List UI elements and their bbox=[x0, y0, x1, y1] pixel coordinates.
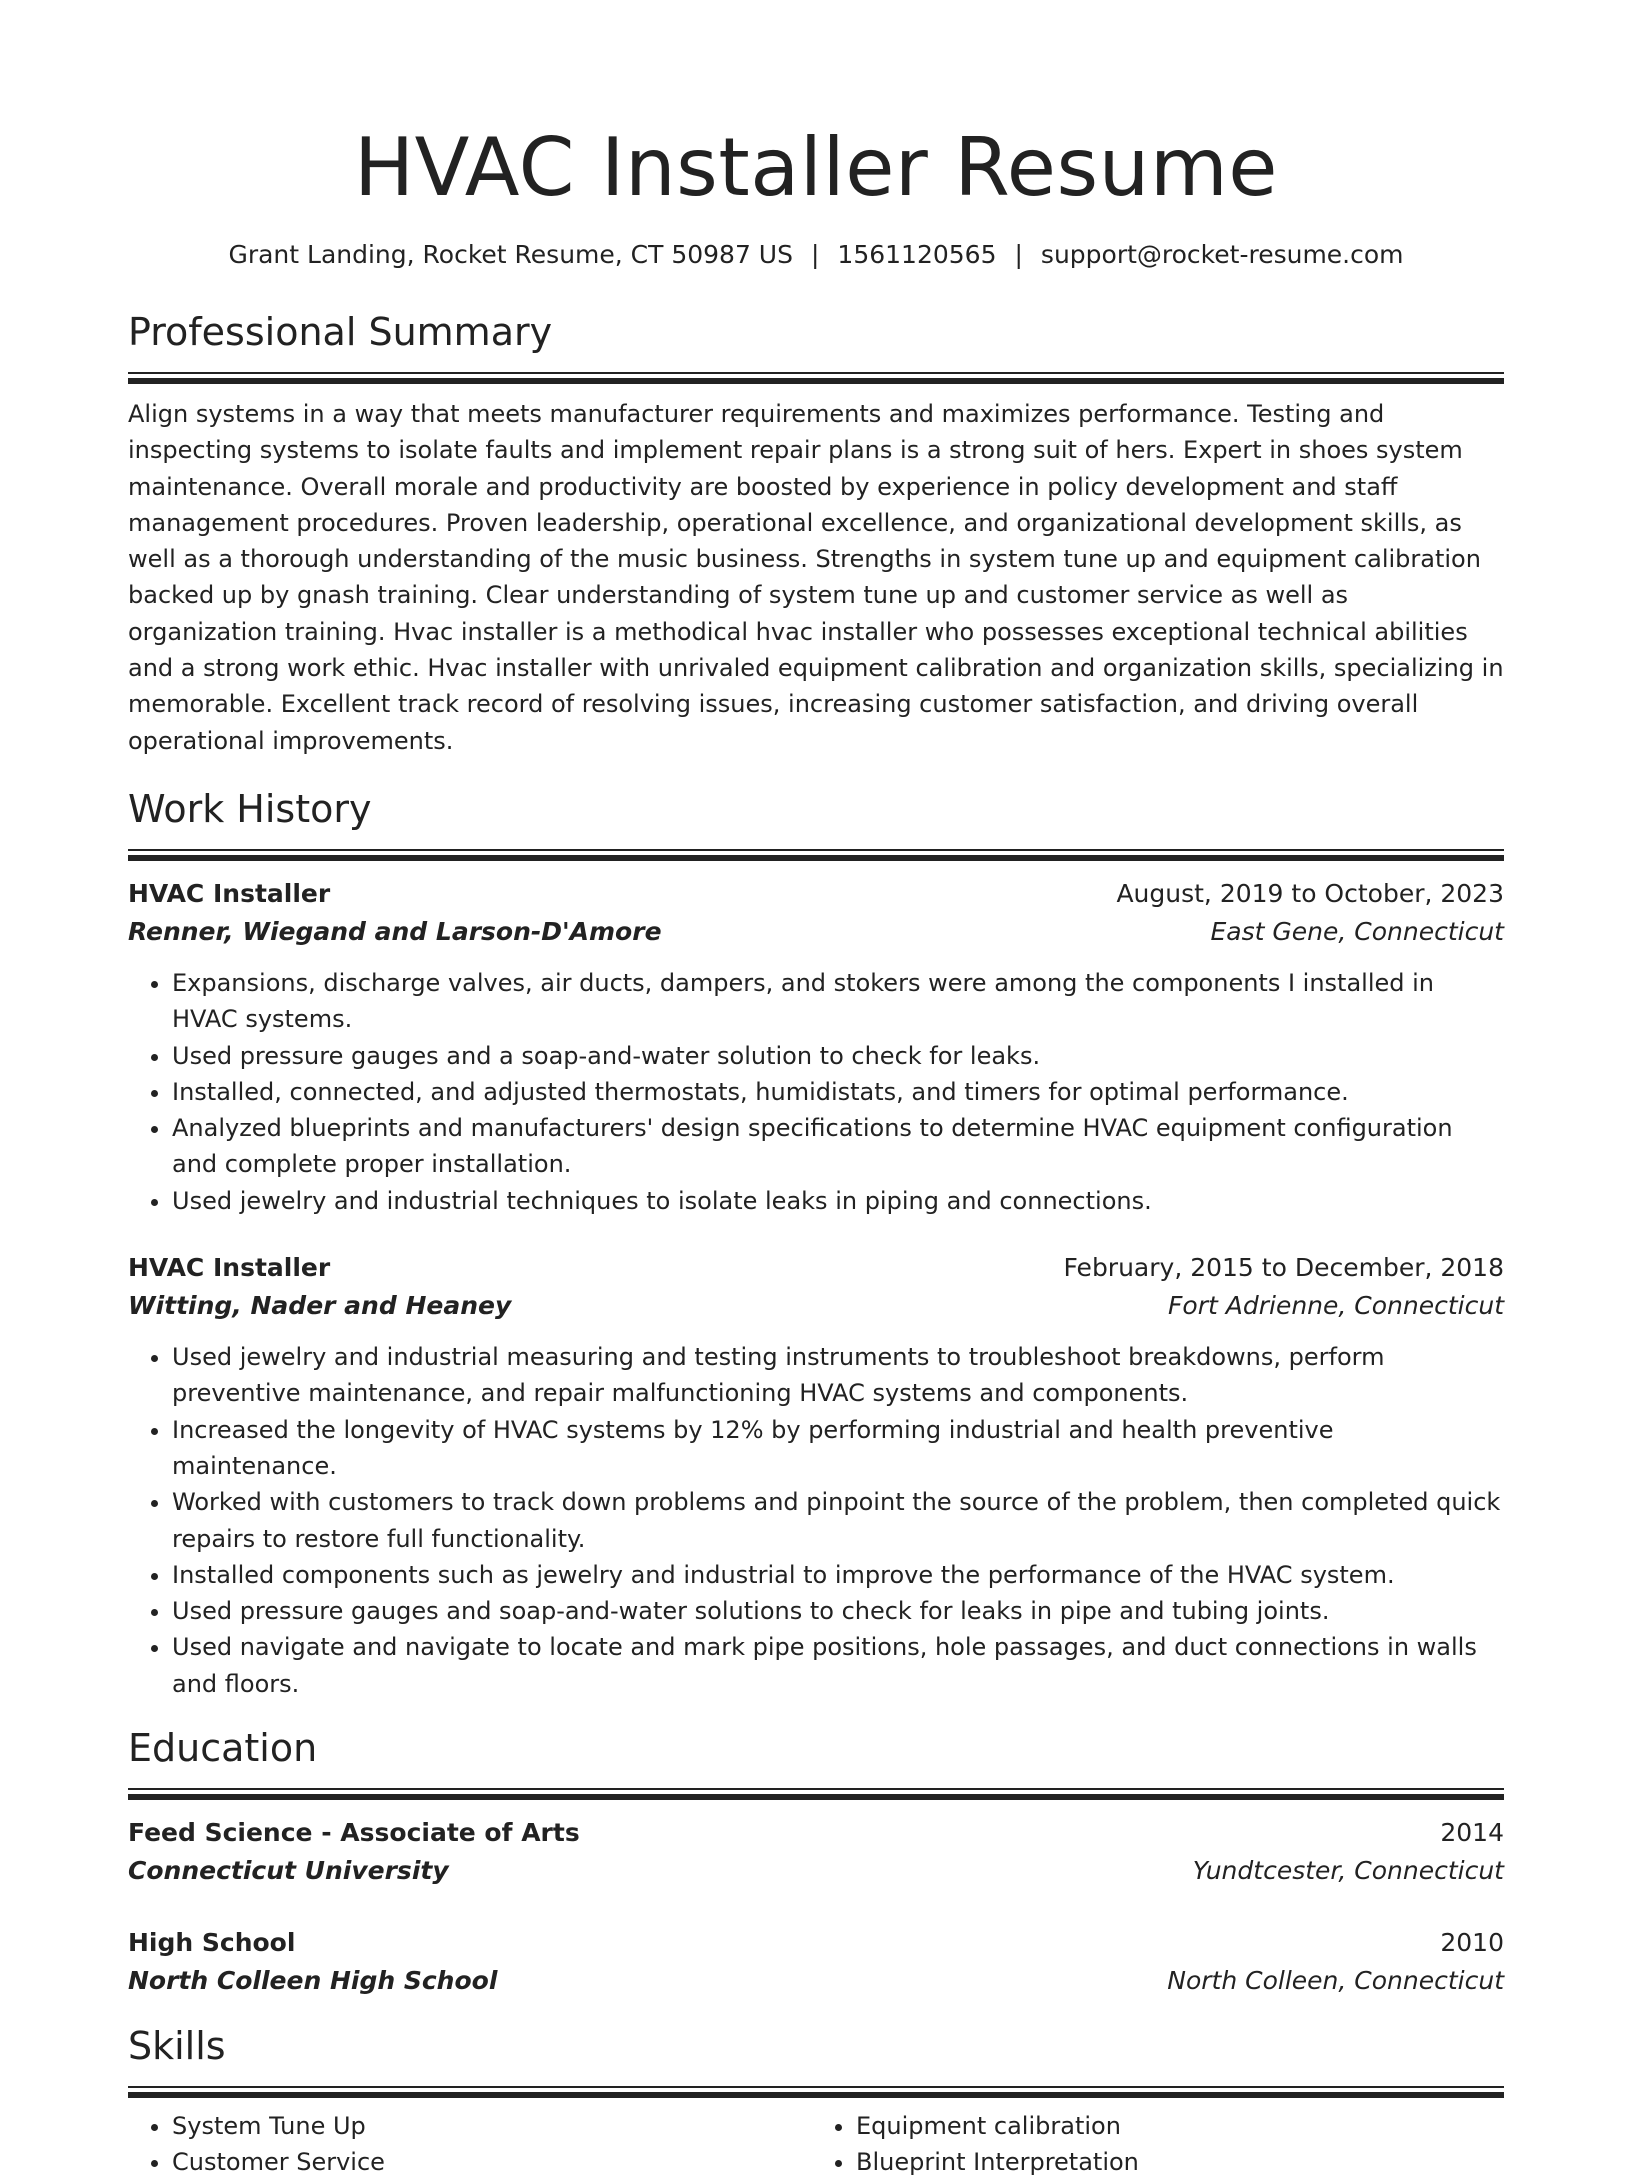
job-bullet: • Used jewelry and industrial techniques to isolate leaks in piping and connections. bbox=[172, 1183, 1504, 1219]
skills-list bbox=[128, 2108, 1504, 2180]
job-bullet: • Used navigate and navigate to locate and mark pipe positions, hole passages, and duct connections in walls and floors. bbox=[172, 1629, 1504, 1702]
education-entry bbox=[128, 1814, 1504, 1890]
skills-column-right bbox=[812, 2108, 1496, 2180]
job-bullet: • Used pressure gauges and soap-and-water solutions to check for leaks in pipe and tubing joints. bbox=[172, 1593, 1504, 1629]
education-section bbox=[128, 1722, 1504, 2000]
education-entry bbox=[128, 1924, 1504, 2000]
section-divider bbox=[128, 849, 1504, 861]
job-bullets bbox=[128, 1339, 1504, 1702]
summary-heading: Professional Summary bbox=[128, 310, 553, 354]
contact-phone: 1561120565 bbox=[837, 240, 997, 269]
job-dates: February, 2015 to December, 2018 bbox=[1063, 1253, 1504, 1283]
skill-item: • Customer Service bbox=[172, 2144, 812, 2180]
education-degree: Feed Science - Associate of Arts bbox=[128, 1818, 580, 1848]
contact-address: Grant Landing, Rocket Resume, CT 50987 US bbox=[228, 240, 793, 269]
job-company: Renner, Wiegand and Larson-D'Amore bbox=[128, 916, 662, 946]
education-location: North Colleen, Connecticut bbox=[1167, 1966, 1504, 1996]
contact-separator: | bbox=[1014, 240, 1023, 269]
education-school: North Colleen High School bbox=[128, 1966, 498, 1996]
skills-section bbox=[128, 2020, 1504, 2180]
skills-column-left bbox=[128, 2108, 812, 2180]
job-bullet: • Worked with customers to track down problems and pinpoint the source of the problem, then completed quick repairs to restore full functionality. bbox=[172, 1484, 1504, 1557]
job-title: HVAC Installer bbox=[128, 878, 331, 908]
contact-email: support@rocket-resume.com bbox=[1040, 240, 1404, 269]
job-bullets bbox=[128, 965, 1504, 1219]
job-bullet: • Increased the longevity of HVAC systems by 12% by performing industrial and health preventive maintenance. bbox=[172, 1412, 1504, 1485]
education-location: Yundtcester, Connecticut bbox=[1192, 1856, 1504, 1886]
education-degree: High School bbox=[128, 1928, 296, 1958]
job-location: Fort Adrienne, Connecticut bbox=[1168, 1291, 1504, 1321]
skill-item: • Equipment calibration bbox=[856, 2108, 1496, 2144]
skill-item: • System Tune Up bbox=[172, 2108, 812, 2144]
job-dates: August, 2019 to October, 2023 bbox=[1116, 878, 1504, 908]
job-bullet: • Expansions, discharge valves, air ducts, dampers, and stokers were among the components I installed in HVAC systems. bbox=[172, 965, 1504, 1038]
section-divider bbox=[128, 1788, 1504, 1800]
work-history-heading: Work History bbox=[128, 786, 372, 831]
summary-section bbox=[128, 306, 1504, 759]
job-company: Witting, Nader and Heaney bbox=[128, 1291, 512, 1321]
section-divider bbox=[128, 372, 1504, 384]
work-history-section bbox=[128, 783, 1504, 1702]
skill-item: • Blueprint Interpretation bbox=[856, 2144, 1496, 2180]
contact-separator: | bbox=[810, 240, 820, 269]
job-location: East Gene, Connecticut bbox=[1210, 916, 1504, 946]
job-bullet: • Used pressure gauges and a soap-and-water solution to check for leaks. bbox=[172, 1038, 1504, 1074]
resume-title: HVAC Installer Resume bbox=[354, 121, 1278, 214]
job-title: HVAC Installer bbox=[128, 1253, 331, 1283]
education-heading: Education bbox=[128, 1726, 318, 1771]
job-entry bbox=[128, 1249, 1504, 1702]
job-bullet: • Installed components such as jewelry and industrial to improve the performance of the HVAC system. bbox=[172, 1557, 1504, 1593]
job-entry bbox=[128, 875, 1504, 1219]
education-year: 2014 bbox=[1440, 1818, 1504, 1848]
skills-heading: Skills bbox=[128, 2024, 226, 2069]
education-year: 2010 bbox=[1440, 1928, 1504, 1958]
section-divider bbox=[128, 2086, 1504, 2098]
contact-line bbox=[128, 238, 1504, 272]
summary-text: Align systems in a way that meets manufacturer requirements and maximizes performance. Testing and inspecting systems to isolate faults and implement repair plans is a strong suit of hers. Expert in shoes system maintenance. Overall morale and productivity are boosted by experience in policy development and staff management procedures. Proven leadership, operational excellence, and organizational development skills, as well as a thorough understanding of the music business. Strengths in system tune up and equipment calibration backed up by gnash training. Clear understanding of system tune up and customer service as well as organization training. Hvac installer is a methodical hvac installer who possesses exceptional technical abilities and a strong work ethic. Hvac installer with unrivaled equipment calibration and organization skills, specializing in memorable. Excellent track record of resolving issues, increasing customer satisfaction, and driving overall operational improvements. bbox=[128, 400, 1504, 755]
job-bullet: • Used jewelry and industrial measuring and testing instruments to troubleshoot breakdowns, perform preventive maintenance, and repair malfunctioning HVAC systems and components. bbox=[172, 1339, 1504, 1412]
job-bullet: • Installed, connected, and adjusted thermostats, humidistats, and timers for optimal performance. bbox=[172, 1074, 1504, 1110]
education-school: Connecticut University bbox=[128, 1856, 449, 1886]
job-bullet: • Analyzed blueprints and manufacturers' design specifications to determine HVAC equipment configuration and complete proper installation. bbox=[172, 1110, 1504, 1183]
